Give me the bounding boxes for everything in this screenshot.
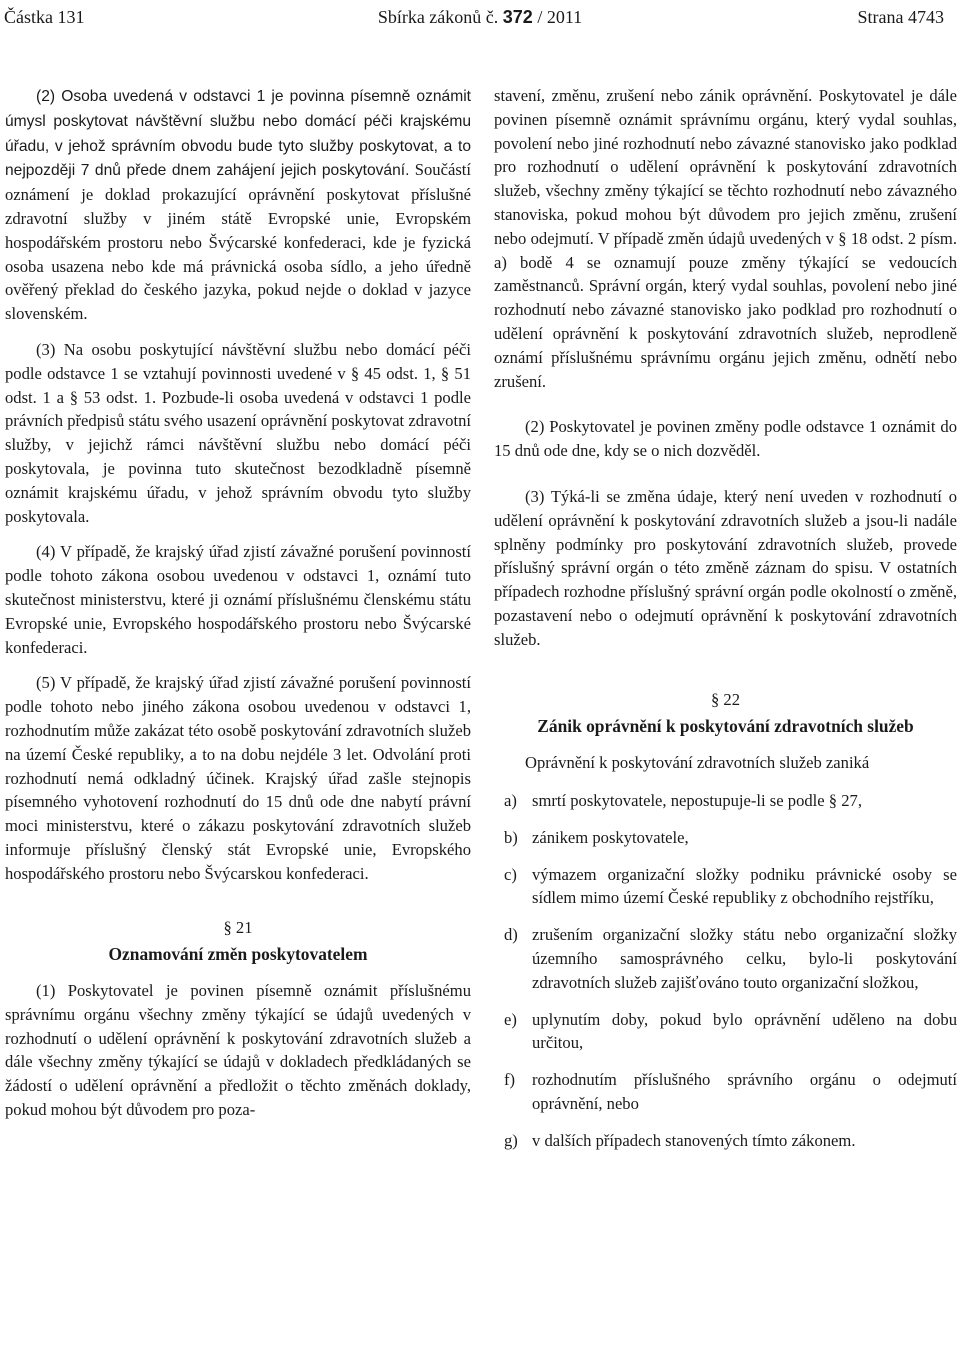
section-22-intro: Oprávnění k poskytování zdravotních služeb zaniká	[525, 753, 870, 773]
paragraph-21-1-continued: stavení, změnu, zrušení nebo zánik oprávnění. Poskytovatel je dále povinen písemně oznámit správnímu orgánu, který vydal souhlas, povolení nebo jiné rozhodnutí nebo závazné stanovisko jako podklad pro rozhodnutí o udělení oprávnění k poskytování zdravotních služeb, všechny změny týkající se těchto rozhodnutí nebo závazného stanoviska, pokud mohou být důvodem pro jejich změnu, zrušení nebo odejmutí. V případě změn údajů uvedených v § 18 odst. 2 písm. a) bodě 4 se oznamují pouze změny týkající se vedoucích zaměstnanců. Správní orgán, který vydal souhlas, povolení nebo jiné rozhodnutí nebo závazné stanovisko jako podklad pro rozhodnutí o udělení oprávnění k poskytování zdravotních služeb, neprodleně oznámí příslušnému správnímu orgánu jejich změnu, odnětí nebo zrušení.	[494, 86, 957, 391]
list-item-text: uplynutím doby, pokud bylo oprávnění uděleno na dobu určitou,	[532, 1009, 957, 1053]
list-item-marker: d)	[504, 925, 518, 945]
section-21-number: § 21	[223, 917, 253, 937]
list-item-marker: a)	[504, 790, 517, 810]
list-item	[494, 1068, 957, 1116]
paragraph-20-4: (4) V případě, že krajský úřad zjistí závažné porušení povinností podle tohoto zákona osobou uvedenou v odstavci 1, oznámí tuto skutečnost ministerstvu, které ji oznámí příslušnému členskému státu Evropské unie, Evropského hospodářského prostoru nebo Švýcarské konfederaci.	[5, 542, 471, 657]
header-collection-label: Sbírka zákonů č.	[377, 7, 499, 27]
paragraph-21-1-start: (1) Poskytovatel je povinen písemně oznámit příslušnému správnímu orgánu všechny změny týkající se údajů uvedených v rozhodnutí o udělení oprávnění k poskytování zdravotních služeb a dále všechny změny týkající se údajů v dokladech předkládaných se žádostí o udělení oprávnění a předložit o těchto změnách doklady, pokud mohou být důvodem pro poza-	[5, 981, 471, 1120]
header-law-number: 372	[502, 7, 533, 27]
header-page: Strana 4743	[857, 7, 944, 27]
list-item-marker: c)	[504, 864, 517, 884]
header-part: Částka 131	[4, 7, 85, 27]
paragraph-20-3: (3) Na osobu poskytující návštěvní službu nebo domácí péči podle odstavce 1 se vztahují povinnosti uvedené v § 45 odst. 1, § 51 odst. 1 a § 53 odst. 1. Pozbude-li osoba uvedená v odstavci 1 podle právních předpisů státu svého usazení oprávnění poskytovat zdravotní služby, v jejichž rámci návštěvní službu nebo domácí péči poskytovala, je povinna tuto skutečnost bezodkladně písemně oznámit krajskému úřadu, v jehož správním obvodu tyto služby poskytovala.	[5, 339, 471, 526]
list-item-marker: f)	[504, 1070, 516, 1090]
list-item	[494, 789, 957, 813]
paragraph-21-2: (2) Poskytovatel je povinen změny podle odstavce 1 oznámit do 15 dnů ode dne, kdy se o nich dozvěděl.	[494, 417, 957, 461]
list-item-marker: e)	[504, 1009, 517, 1029]
header-year: / 2011	[537, 7, 583, 27]
paragraph-20-2	[5, 84, 471, 326]
section-21-title: Oznamování změn poskytovatelem	[108, 944, 368, 965]
paragraph-20-5: (5) V případě, že krajský úřad zjistí závažné porušení povinností podle tohoto nebo jiného zákona osobou uvedenou v odstavci 1, rozhodnutím může zakázat této osobě poskytování zdravotních služeb na území České republiky, a to na dobu nejdéle 3 let. Odvolání proti rozhodnutí nemá odkladný účinek. Krajský úřad zašle stejnopis písemného vyhotovení rozhodnutí do 15 dnů ode dne nabytí právní moci ministerstvu, které o zákazu poskytování zdravotních služeb informuje příslušný členský stát Evropské unie, Evropského hospodářského prostoru nebo Švýcarskou konfederaci.	[5, 673, 471, 883]
list-item	[494, 1129, 957, 1153]
list-item-text: zánikem poskytovatele,	[532, 827, 689, 847]
list-item-text: v dalších případech stanovených tímto zákonem.	[532, 1130, 856, 1150]
list-item-text: výmazem organizační složky podniku právnické osoby se sídlem mimo území České republiky z obchodního rejstříku,	[532, 864, 957, 908]
paragraph-20-2-end: Součástí oznámení je doklad prokazující oprávnění poskytovat příslušné zdravotní služby v jiném státě Evropské unie, Evropském hospodářském prostoru nebo Švýcarské konfederaci, kde je fyzická osoba usazena nebo kde má právnická osoba sídlo, a jeho úředně ověřený překlad do českého jazyka, pokud nejde o doklad v jazyce slovenském.	[5, 160, 471, 324]
list-item-marker: b)	[504, 827, 518, 847]
list-item-text: smrtí poskytovatele, nepostupuje-li se podle § 27,	[532, 790, 862, 810]
section-22-number: § 22	[710, 689, 741, 709]
paragraph-21-3: (3) Týká-li se změna údaje, který není uveden v rozhodnutí o udělení oprávnění k poskytování zdravotních služeb a jsou-li nadále splněny podmínky pro poskytování zdravotních služeb, provede příslušný správní orgán o této změně záznam do spisu. V ostatních případech rozhodne příslušný správní orgán podle okolností o změně, pozastavení nebo o odejmutí oprávnění k poskytování zdravotních služeb.	[494, 486, 957, 649]
left-column	[5, 84, 471, 1122]
right-column	[494, 84, 957, 1152]
termination-list	[494, 789, 957, 1153]
list-item	[494, 1008, 957, 1056]
list-item-marker: g)	[504, 1130, 518, 1150]
list-item	[494, 863, 957, 911]
list-item-text: rozhodnutím příslušného správního orgánu o odejmutí oprávnění, nebo	[532, 1070, 957, 1113]
list-item-text: zrušením organizační složky státu nebo organizační složky územního samosprávného celku, bylo-li poskytování zdravotních služeb zajišťováno touto organizační složkou,	[532, 925, 957, 992]
list-item	[494, 923, 957, 994]
page-header	[0, 0, 960, 34]
header-collection	[0, 2, 960, 32]
list-item	[494, 826, 957, 850]
section-22-title: Zánik oprávnění k poskytování zdravotních služeb	[537, 716, 914, 737]
paragraph-20-2-start: (2) Osoba uvedená v odstavci 1 je povinna písemně oznámit úmysl poskytovat návštěvní službu nebo domácí péči krajskému úřadu, v jehož správním obvodu bude tyto služby poskytovat, a to nejpozději 7 dnů přede dnem zahájení jejich poskytování.	[5, 88, 471, 180]
